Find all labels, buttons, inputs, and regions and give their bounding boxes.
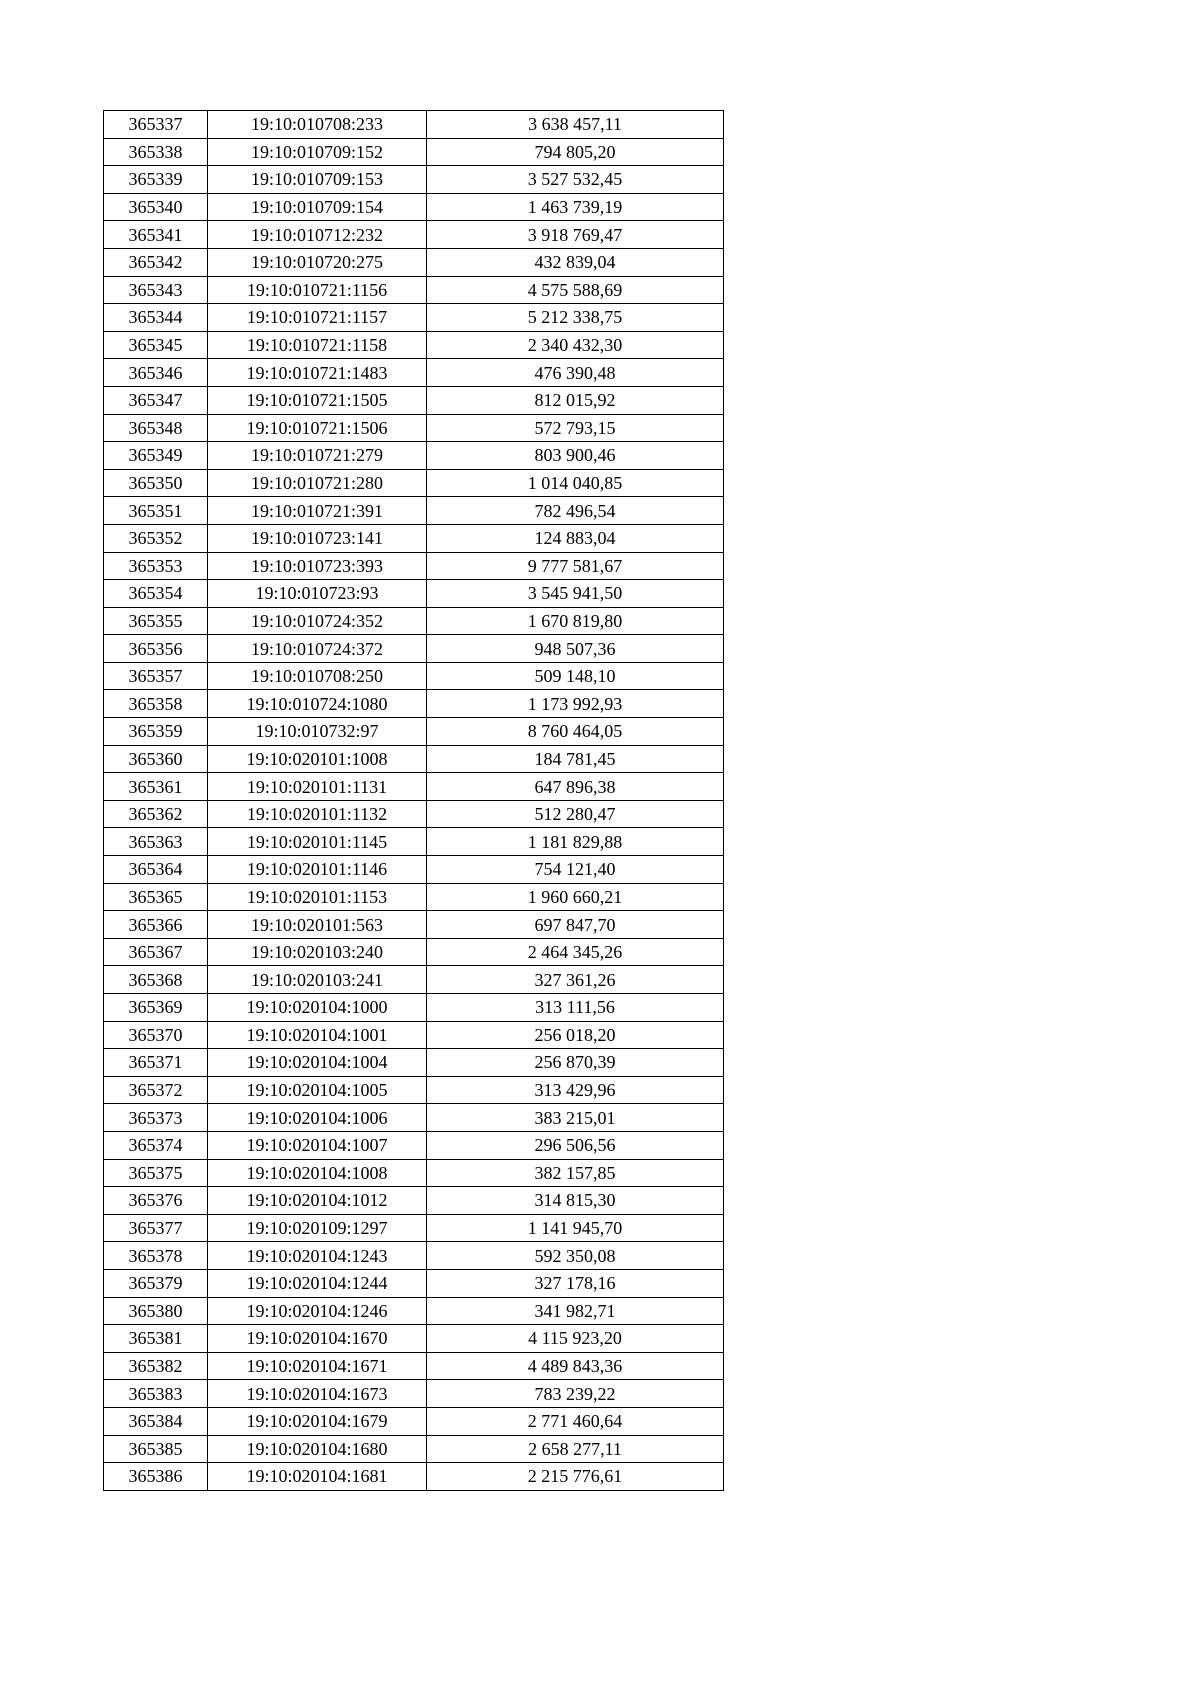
cadastral-number-cell: 19:10:020109:1297 <box>208 1214 427 1242</box>
value-cell: 313 111,56 <box>427 994 724 1022</box>
record-number-cell: 365355 <box>104 607 208 635</box>
value-cell: 2 340 432,30 <box>427 331 724 359</box>
value-cell: 509 148,10 <box>427 662 724 690</box>
record-number-cell: 365340 <box>104 193 208 221</box>
value-cell: 256 018,20 <box>427 1021 724 1049</box>
value-cell: 1 141 945,70 <box>427 1214 724 1242</box>
cadastral-number-cell: 19:10:010709:153 <box>208 166 427 194</box>
cadastral-number-cell: 19:10:010721:1506 <box>208 414 427 442</box>
record-number-cell: 365342 <box>104 248 208 276</box>
cadastral-number-cell: 19:10:020104:1008 <box>208 1159 427 1187</box>
value-cell: 782 496,54 <box>427 497 724 525</box>
cadastral-number-cell: 19:10:010724:1080 <box>208 690 427 718</box>
record-number-cell: 365360 <box>104 745 208 773</box>
cadastral-number-cell: 19:10:020104:1000 <box>208 994 427 1022</box>
record-number-cell: 365347 <box>104 386 208 414</box>
cadastral-number-cell: 19:10:010709:154 <box>208 193 427 221</box>
record-number-cell: 365341 <box>104 221 208 249</box>
table-row <box>104 1269 724 1297</box>
value-cell: 8 760 464,05 <box>427 718 724 746</box>
cadastral-number-cell: 19:10:020104:1006 <box>208 1104 427 1132</box>
table-row <box>104 800 724 828</box>
table-row <box>104 580 724 608</box>
table-row <box>104 607 724 635</box>
value-cell: 647 896,38 <box>427 773 724 801</box>
value-cell: 327 178,16 <box>427 1269 724 1297</box>
record-number-cell: 365356 <box>104 635 208 663</box>
record-number-cell: 365365 <box>104 883 208 911</box>
value-cell: 9 777 581,67 <box>427 552 724 580</box>
value-cell: 1 181 829,88 <box>427 828 724 856</box>
value-cell: 948 507,36 <box>427 635 724 663</box>
cadastral-number-cell: 19:10:020104:1243 <box>208 1242 427 1270</box>
table-row <box>104 193 724 221</box>
cadastral-number-cell: 19:10:020104:1680 <box>208 1435 427 1463</box>
cadastral-number-cell: 19:10:010723:93 <box>208 580 427 608</box>
cadastral-number-cell: 19:10:010724:372 <box>208 635 427 663</box>
cadastral-number-cell: 19:10:010721:1156 <box>208 276 427 304</box>
cadastral-number-cell: 19:10:020101:1146 <box>208 856 427 884</box>
cadastral-number-cell: 19:10:020104:1005 <box>208 1076 427 1104</box>
record-number-cell: 365337 <box>104 111 208 139</box>
value-cell: 3 527 532,45 <box>427 166 724 194</box>
table-row <box>104 276 724 304</box>
value-cell: 1 014 040,85 <box>427 469 724 497</box>
table-row <box>104 1380 724 1408</box>
cadastral-number-cell: 19:10:020101:1008 <box>208 745 427 773</box>
record-number-cell: 365343 <box>104 276 208 304</box>
record-number-cell: 365381 <box>104 1325 208 1353</box>
cadastral-number-cell: 19:10:020104:1673 <box>208 1380 427 1408</box>
value-cell: 803 900,46 <box>427 442 724 470</box>
record-number-cell: 365383 <box>104 1380 208 1408</box>
table-row <box>104 828 724 856</box>
record-number-cell: 365386 <box>104 1463 208 1491</box>
value-cell: 1 670 819,80 <box>427 607 724 635</box>
table-row <box>104 635 724 663</box>
record-number-cell: 365380 <box>104 1297 208 1325</box>
value-cell: 812 015,92 <box>427 386 724 414</box>
table-row <box>104 442 724 470</box>
table-row <box>104 690 724 718</box>
cadastral-number-cell: 19:10:020101:1131 <box>208 773 427 801</box>
record-number-cell: 365357 <box>104 662 208 690</box>
cadastral-number-cell: 19:10:020104:1007 <box>208 1131 427 1159</box>
record-number-cell: 365374 <box>104 1131 208 1159</box>
value-cell: 383 215,01 <box>427 1104 724 1132</box>
table-row <box>104 138 724 166</box>
cadastral-number-cell: 19:10:010712:232 <box>208 221 427 249</box>
value-cell: 341 982,71 <box>427 1297 724 1325</box>
value-cell: 754 121,40 <box>427 856 724 884</box>
value-cell: 382 157,85 <box>427 1159 724 1187</box>
record-number-cell: 365349 <box>104 442 208 470</box>
value-cell: 1 463 739,19 <box>427 193 724 221</box>
record-number-cell: 365375 <box>104 1159 208 1187</box>
value-cell: 4 489 843,36 <box>427 1352 724 1380</box>
value-cell: 2 771 460,64 <box>427 1407 724 1435</box>
cadastral-number-cell: 19:10:020101:563 <box>208 911 427 939</box>
value-cell: 2 215 776,61 <box>427 1463 724 1491</box>
table-row <box>104 497 724 525</box>
table-row <box>104 359 724 387</box>
cadastral-number-cell: 19:10:010723:141 <box>208 524 427 552</box>
cadastral-number-cell: 19:10:010721:1505 <box>208 386 427 414</box>
table-row <box>104 1407 724 1435</box>
cadastral-number-cell: 19:10:020101:1132 <box>208 800 427 828</box>
table-row <box>104 911 724 939</box>
cadastral-number-cell: 19:10:020104:1670 <box>208 1325 427 1353</box>
cadastral-number-cell: 19:10:020103:241 <box>208 966 427 994</box>
value-cell: 4 575 588,69 <box>427 276 724 304</box>
table-row <box>104 1435 724 1463</box>
table-row <box>104 524 724 552</box>
record-number-cell: 365370 <box>104 1021 208 1049</box>
cadastral-number-cell: 19:10:020104:1004 <box>208 1049 427 1077</box>
value-cell: 327 361,26 <box>427 966 724 994</box>
record-number-cell: 365352 <box>104 524 208 552</box>
value-cell: 592 350,08 <box>427 1242 724 1270</box>
value-cell: 2 464 345,26 <box>427 938 724 966</box>
table-row <box>104 883 724 911</box>
table-row <box>104 1131 724 1159</box>
cadastral-number-cell: 19:10:010721:391 <box>208 497 427 525</box>
record-number-cell: 365353 <box>104 552 208 580</box>
value-cell: 432 839,04 <box>427 248 724 276</box>
record-number-cell: 365362 <box>104 800 208 828</box>
cadastral-number-cell: 19:10:020104:1001 <box>208 1021 427 1049</box>
table-row <box>104 1352 724 1380</box>
value-cell: 184 781,45 <box>427 745 724 773</box>
record-number-cell: 365339 <box>104 166 208 194</box>
table-body <box>104 111 724 1491</box>
record-number-cell: 365373 <box>104 1104 208 1132</box>
cadastral-number-cell: 19:10:010720:275 <box>208 248 427 276</box>
cadastral-number-cell: 19:10:010721:1483 <box>208 359 427 387</box>
record-number-cell: 365350 <box>104 469 208 497</box>
record-number-cell: 365382 <box>104 1352 208 1380</box>
table-row <box>104 111 724 139</box>
record-number-cell: 365371 <box>104 1049 208 1077</box>
table-row <box>104 745 724 773</box>
record-number-cell: 365384 <box>104 1407 208 1435</box>
value-cell: 3 545 941,50 <box>427 580 724 608</box>
table-row <box>104 414 724 442</box>
value-cell: 5 212 338,75 <box>427 304 724 332</box>
record-number-cell: 365345 <box>104 331 208 359</box>
cadastral-number-cell: 19:10:010724:352 <box>208 607 427 635</box>
record-number-cell: 365358 <box>104 690 208 718</box>
table-row <box>104 469 724 497</box>
record-number-cell: 365378 <box>104 1242 208 1270</box>
table-row <box>104 1297 724 1325</box>
record-number-cell: 365377 <box>104 1214 208 1242</box>
value-cell: 512 280,47 <box>427 800 724 828</box>
table-row <box>104 304 724 332</box>
cadastral-number-cell: 19:10:020103:240 <box>208 938 427 966</box>
record-number-cell: 365366 <box>104 911 208 939</box>
value-cell: 3 638 457,11 <box>427 111 724 139</box>
table-row <box>104 1049 724 1077</box>
table-row <box>104 1214 724 1242</box>
table-row <box>104 938 724 966</box>
record-number-cell: 365338 <box>104 138 208 166</box>
table-row <box>104 966 724 994</box>
table-row <box>104 1076 724 1104</box>
cadastral-number-cell: 19:10:010732:97 <box>208 718 427 746</box>
value-cell: 572 793,15 <box>427 414 724 442</box>
value-cell: 697 847,70 <box>427 911 724 939</box>
table-row <box>104 1325 724 1353</box>
table-row <box>104 166 724 194</box>
cadastral-number-cell: 19:10:020104:1679 <box>208 1407 427 1435</box>
table-row <box>104 856 724 884</box>
cadastral-number-cell: 19:10:010709:152 <box>208 138 427 166</box>
record-number-cell: 365372 <box>104 1076 208 1104</box>
table-row <box>104 718 724 746</box>
table-row <box>104 331 724 359</box>
cadastral-number-cell: 19:10:010708:250 <box>208 662 427 690</box>
value-cell: 256 870,39 <box>427 1049 724 1077</box>
table-row <box>104 1463 724 1491</box>
table-row <box>104 1104 724 1132</box>
value-cell: 4 115 923,20 <box>427 1325 724 1353</box>
value-cell: 124 883,04 <box>427 524 724 552</box>
value-cell: 1 960 660,21 <box>427 883 724 911</box>
cadastral-number-cell: 19:10:020104:1012 <box>208 1187 427 1215</box>
value-cell: 1 173 992,93 <box>427 690 724 718</box>
record-number-cell: 365361 <box>104 773 208 801</box>
value-cell: 476 390,48 <box>427 359 724 387</box>
record-number-cell: 365364 <box>104 856 208 884</box>
value-cell: 313 429,96 <box>427 1076 724 1104</box>
table-row <box>104 221 724 249</box>
record-number-cell: 365344 <box>104 304 208 332</box>
table-row <box>104 1242 724 1270</box>
data-table <box>103 110 724 1491</box>
cadastral-number-cell: 19:10:010721:280 <box>208 469 427 497</box>
record-number-cell: 365376 <box>104 1187 208 1215</box>
record-number-cell: 365369 <box>104 994 208 1022</box>
table-row <box>104 552 724 580</box>
value-cell: 794 805,20 <box>427 138 724 166</box>
value-cell: 296 506,56 <box>427 1131 724 1159</box>
cadastral-number-cell: 19:10:010721:1158 <box>208 331 427 359</box>
cadastral-number-cell: 19:10:020104:1244 <box>208 1269 427 1297</box>
cadastral-number-cell: 19:10:020104:1671 <box>208 1352 427 1380</box>
record-number-cell: 365368 <box>104 966 208 994</box>
record-number-cell: 365346 <box>104 359 208 387</box>
cadastral-number-cell: 19:10:010708:233 <box>208 111 427 139</box>
cadastral-number-cell: 19:10:010721:279 <box>208 442 427 470</box>
table-row <box>104 248 724 276</box>
table-row <box>104 1159 724 1187</box>
cadastral-number-cell: 19:10:010721:1157 <box>208 304 427 332</box>
value-cell: 3 918 769,47 <box>427 221 724 249</box>
table-row <box>104 773 724 801</box>
value-cell: 783 239,22 <box>427 1380 724 1408</box>
table-row <box>104 662 724 690</box>
cadastral-number-cell: 19:10:020104:1681 <box>208 1463 427 1491</box>
table-row <box>104 386 724 414</box>
record-number-cell: 365351 <box>104 497 208 525</box>
value-cell: 2 658 277,11 <box>427 1435 724 1463</box>
record-number-cell: 365354 <box>104 580 208 608</box>
cadastral-number-cell: 19:10:020104:1246 <box>208 1297 427 1325</box>
record-number-cell: 365359 <box>104 718 208 746</box>
record-number-cell: 365379 <box>104 1269 208 1297</box>
record-number-cell: 365348 <box>104 414 208 442</box>
table-row <box>104 1187 724 1215</box>
record-number-cell: 365367 <box>104 938 208 966</box>
table-row <box>104 994 724 1022</box>
record-number-cell: 365363 <box>104 828 208 856</box>
cadastral-number-cell: 19:10:010723:393 <box>208 552 427 580</box>
cadastral-number-cell: 19:10:020101:1153 <box>208 883 427 911</box>
cadastral-number-cell: 19:10:020101:1145 <box>208 828 427 856</box>
table-row <box>104 1021 724 1049</box>
value-cell: 314 815,30 <box>427 1187 724 1215</box>
record-number-cell: 365385 <box>104 1435 208 1463</box>
